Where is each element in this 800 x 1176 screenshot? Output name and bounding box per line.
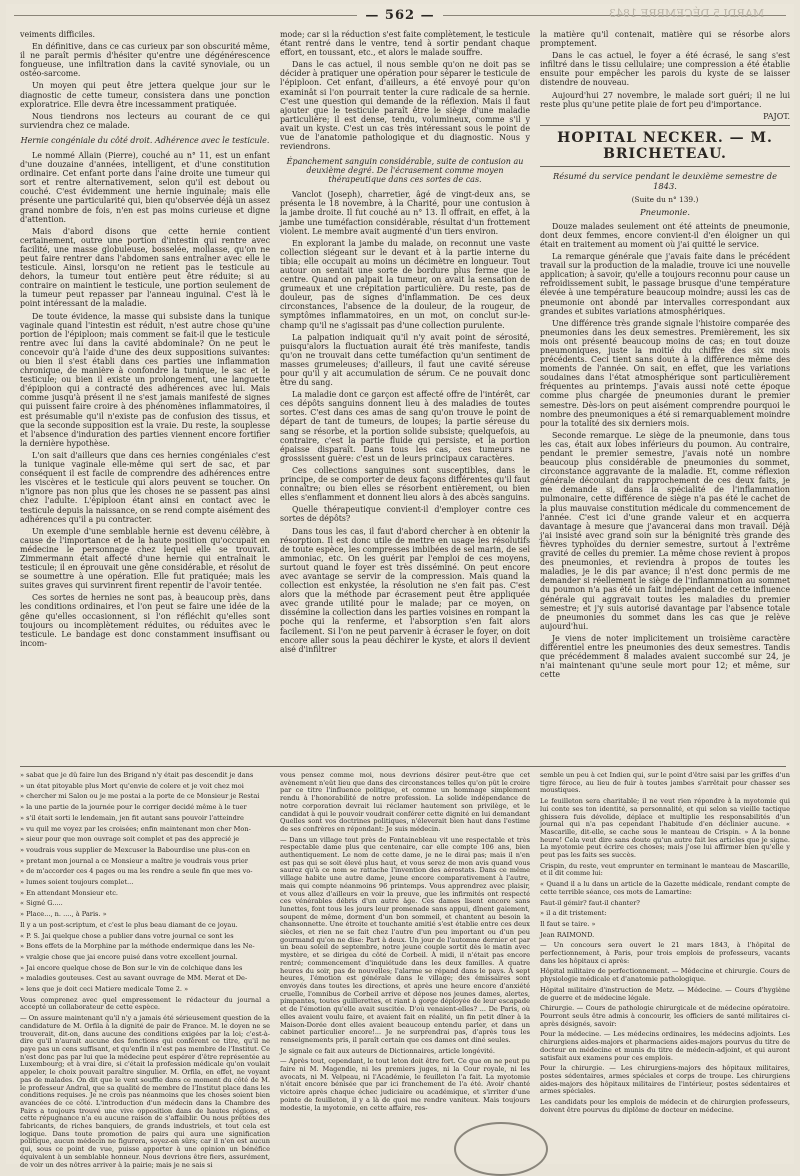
feuilleton-paragraph: » Bons effets de la Morphine par la méthode endermique dans les Ne- (20, 942, 255, 951)
paragraph: L'on sait d'ailleurs que dans ces hernies congéniales c'est la tunique vaginale elle-même qui sert de sac, et par conséquent il est facile de comprendre des adhérences entre les viscères et le testicule qui alors peuvent se toucher. On n'ignore pas non plus que les choses ne se passent pas ainsi chez l'adulte. L'épiploon étant ainsi en contact avec le testicule depuis la naissance, on se rend compte aisément des adhérences qu'il a pu contracter. (20, 450, 270, 524)
paragraph: Ces sortes de hernies ne sont pas, à beaucoup près, dans les conditions ordinaires, et l'on peut se faire une idée de la gêne qu'elles occasionnent, si l'on réfléchit qu'elles sont toujours ou incomplètement réduites, ou réduites avec le testicule. Le bandage est donc constamment insuffisant ou incom- (20, 593, 270, 648)
feuilleton-paragraph: » chercher mi Salon ou je me postai a la porte de ce Monsieur je Restai (20, 792, 260, 801)
paragraph: Vanclot (Joseph), charretier, âgé de vingt-deux ans, se présenta le 18 novembre, à la Charité, pour une contusion à la jambe droite. Il fut couché au n° 13. Il offrait, en effet, à la jambe une tuméfaction considérable, résultat d'un frottement violent. Le membre avait augmenté d'un tiers environ. (280, 190, 530, 236)
paragraph: Nous tiendrons nos lecteurs au courant de ce qui surviendra chez ce malade. (20, 111, 270, 130)
feuilleton-paragraph: » Place..., n. ...., à Paris. » (20, 910, 107, 919)
paragraph: En définitive, dans ce cas curieux par son obscurité même, il ne paraît permis d'hésiter qu'entre une dégénérescence fongueuse, une infiltration dans la cavité synoviale, ou un ostéo-sarcome. (20, 42, 270, 79)
section-subtitle: Résumé du service pendant le deuxième semestre de 1843. (553, 170, 777, 191)
feuilleton-paragraph: Hôpital militaire d'instruction de Metz. — Médecine. — Cours d'hygiène de guerre et de médecine légale. (540, 985, 790, 1002)
article-heading: Épanchement sanguin considérable, suite de contusion au deuxième degré. De l'écrasement comme moyen thérapeutique dans ces sortes de cas. (286, 157, 524, 185)
paragraph: La palpation indiquait qu'il n'y avait point de sérosité, puisqu'alors la fluctuation aurait été très manifeste, tandis qu'on ne trouvait dans cette tuméfaction qu'un sentiment de masses grumeleuses; d'ailleurs, il faut une cavité séreuse pour qu'il y ait accumulation de sérum. Ce ne pouvait donc être du sang. (280, 332, 530, 388)
column-2 (280, 30, 530, 708)
feuilleton-paragraph: » la une partie de la journée pour le corriger decidé même à le tuer (20, 803, 247, 812)
feuilleton-paragraph: Chirurgie. — Cours de pathologie chirurgicale et de médecine opératoire. Pourront seuls être admis à concourir, les officiers de santé militaires ci-après désignés, savoir: (540, 1004, 790, 1028)
feuilleton-paragraph: Hôpital militaire de perfectionnement. — Médecine et chirurgie. Cours de physiologie médicale et d'anatomie pathologique. (540, 967, 790, 984)
feuilleton-paragraph: Pour la médecine. — Les médecins ordinaires, les médecins adjoints. Les chirurgiens aides-majors et pharmaciens aides-majors pourvus du titre de docteur en médecine et munis du titre de médecin-adjoint, et qui auront satisfait aux examens pour ces emplois. (540, 1030, 790, 1062)
paragraph: veiments difficiles. (20, 30, 96, 39)
paragraph: La maladie dont ce garçon est affecté offre de l'intérêt, car ces dépôts sanguins donnent lieu à des maladies de toutes sortes. C'est dans ces amas de sang qu'on trouve le point de départ de tant de tumeurs, de loupes; la partie séreuse du sang se résorbe, et la portion solide subsiste; quelquefois, au contraire, c'est la partie fluide qui persiste, et la portion épaisse disparaît. Dans tous les cas, ces tumeurs ne grossissent guère: c'est un de leurs principaux caractères. (280, 390, 530, 463)
feuilleton-paragraph: Pour la chirurgie. — Les chirurgiens-majors des hôpitaux militaires, postes sédentaires, armes spéciales et corps de troupe. Les chirurgiens aides-majors des hôpitaux militaires de l'intérieur, postes sédentaires et armes spéciales. (540, 1064, 790, 1096)
feuilleton-paragraph: » lens que je doit ceci Matiere medicale Tome 2. » (20, 985, 189, 994)
author-signature: PAJOT. (763, 111, 790, 121)
paragraph: De toute évidence, la masse qui subsiste dans la tunique vaginale quand l'intestin est réduit, n'est autre chose qu'une portion de l'épiploon; mais comment se fait-il que le testicule rentre avec lui dans la cavité abdominale? On ne peut le concevoir qu'à l'aide d'une des deux suppositions suivantes: ou bien il s'est établi dans ces parties une inflammation chronique, de manière à confondre la tunique, le sac et le testicule; ou bien il existe un prolongement, une languette d'épiploon qui a contracté des adhérences avec lui. Mais comme jusqu'à présent il ne s'est jamais manifesté de signes qui puissent faire croire à des phénomènes inflammatoires, il est présumable qu'il n'existe pas de confusion des tissus, et que la seconde supposition est la vraie. Du reste, la souplesse et l'absence d'induration des parties viennent encore fortifier la dernière hypothèse. (20, 311, 270, 448)
feuilleton-paragraph: » sieur pour que mon ouvrage soit complet et pas des apprecié je (20, 835, 240, 844)
feuilleton-paragraph: » s'il était sorti le lendemain, jen fit autant sans pouvoir l'atteindre (20, 813, 244, 822)
feuilleton-paragraph: » il a dit tristement: (540, 909, 607, 918)
header-rule-left (14, 15, 357, 16)
paragraph: Dans le cas actuel, le foyer a été écrasé, le sang s'est infiltré dans le tissu cellulaire; une compression a été établie ensuite pour empêcher les parois du kyste de se laisser distendre de nouveau. (540, 51, 790, 88)
feuilleton-column-3 (540, 772, 790, 1160)
feuilleton-paragraph: — On assure maintenant qu'il n'y a jamais été sérieusement question de la candidature de M. Orfila à la dignité de pair de France. M. le doyen ne se trouverait, dit-on, dans aucune des conditions exigées par la loi; c'est-à-dire qu'il n'aurait aucune des fonctions qui confèrent ce titre, qu'il ne paye pas un cens suffisant, et qu'enfin il n'est pas membre de l'Institut. Ce n'est donc pas par lui que la médecine peut espérer d'être représentée au Luxembourg; et à vrai dire, si c'était la profession médicale qu'on voulait appeler, le choix pouvait paraître singulier. M. Orfila, en effet, ne voyant pas de malades. On dit que le vent souffle dans ce moment du côté de M. le professeur Andral, que sa qualité de membre de l'Institut place dans les conditions requises. Je ne crois pas néanmoins que les choses soient bien avancées de ce côté. L'introduction d'un médecin dans la Chambre des Pairs a toujours trouvé une vive opposition dans de hautes régions, et cette répugnance n'a eu aucune raison de s'affaiblir. Ou nous prêtées des fabricants, de riches banquiers, de grands industriels, et tout cela est logique. Dans toute promotion de pairs qui aura une signification politique, aucun médecin ne figurera, soyez-en sûrs; car il n'en est aucun qui, sous ce point de vue, puisse apporter à une opinion un bénéfice équivalent à un semblable honneur. Nous devrions être fiers, assurément, de voir un des nôtres arriver à la pairie; mais je ne sais si (20, 1014, 270, 1169)
feuilleton-paragraph: » de m'accorder ces 4 pages ou ma les rendre a seule fin que mes vo- (20, 867, 253, 876)
feuilleton-paragraph: « Quand il a lu dans un article de la Gazette médicale, rendant compte de cette terrible séance, ces mots de Lamartine: (540, 880, 790, 896)
feuilleton-paragraph: — Dans un village tout près de Fontainebleau vit une respectable et très respectable dame plus que centenaire, car elle compte 106 ans, bien authentiquement. Le nom de cette dame, je ne le dirai pas; mais il n'en est pas qui se soit élevé plus haut, et vous serez de mon avis quand vous saurez qu'à ce nom se rattache l'invention des aérostats. Dans ce même village habite une autre dame, jeune encore comparativement à l'autre, mais qui compte néanmoins 96 printemps. Vous apprendrez avec plaisir, et vous allez d'ailleurs en voir la preuve, que les infirmités ont respecté ces vénérables débris d'un autre âge. Ces dames lisent encore sans lunettes, font tous les jours leur promenade sans appui, dînent gaiement, soupent de même, dorment d'un bon sommeil, et chantent au besoin la chansonnette. Une étroite et touchante amitié s'est établie entre ces deux siècles, et rien ne se fait chez l'autre d'un peu important ou d'un peu gourmand qu'on ne dise: Part à deux. Un jour de l'automne dernier et par un beau soleil de septembre, notre jeune couple sortit dès le matin avec mystère, et se dirigea du côté de Corbeil. À midi, il n'était pas encore rentré; commencement d'inquiétude dans les deux familles. À quatre heures du soir, pas de nouvelles; l'alarme se répand dans le pays. À sept heures, l'émotion est générale dans le village; des émissaires sont envoyés dans toutes les directions, et après une heure encore d'anxiété cruelle, l'omnibus de Corbeil arrive et dépose nos jeunes dames, alertes, pimpantes, toutes guillerettes, et riant à gorge déployée de leur escapade et de l'émotion qu'elle avait suscitée. D'où venaient-elles? ... De Paris, où elles avaient voulu faire, et avaient fait en réalité, un fin petit dîner à la Maison-Dorée dont elles avaient beaucoup entendu parler, et dans un cabinet particulier encore!... Je ne surprendrai pas, d'après tous les renseignements pris, il paraît certain que ces dames ont diné seules. (280, 835, 530, 1044)
upper-columns (20, 30, 790, 708)
feuilleton-paragraph: Il faut se taire. » (540, 919, 596, 928)
paragraph: Aujourd'hui 27 novembre, le malade sort guéri; il ne lui reste plus qu'une petite plaie de fort peu d'importance. (540, 90, 790, 109)
bleed-through-text: MARDI 5 DÉCEMBRE 1843 (608, 7, 764, 20)
paragraph: Ces collections sanguines sont susceptibles, dans le principe, de se comporter de deux façons différentes qu'il faut connaître; ou bien elles se résorbent entièrement, ou bien elles s'enflamment et donnent lieu alors à des abcès sanguins. (280, 465, 530, 503)
feuilleton-paragraph: Il y a un post-scriptum, et c'est le plus beau diamant de ce joyau. (20, 920, 238, 929)
feuilleton-paragraph: » un état pitoyable plus Mort qu'envie de colere et je voit chez moi (20, 781, 244, 790)
feuilleton-paragraph: « P. S. Jai quelque chose a publier dans votre journal ce sont les (20, 931, 234, 940)
paragraph: mode; car si la réduction s'est faite complètement, le testicule étant rentré dans le ventre, tend à sortir pendant chaque effort, en toussant, etc., et alors le malade souffre. (280, 30, 530, 58)
library-stamp (454, 1122, 548, 1176)
feuilleton-paragraph: — Après tout, cependant, le tout leton doit être fort. Ce que on ne peut pu faire ni M. Magendie, ni les premiers juges, ni la Cour royale, ni les avocats, ni M. Velpeau, ni l'Académie, le feuilleton l'a fait. La myotomie n'était encore bénisée que par ici franchement de l'a été. Avoir chanté victoire après chaque échec judiciaire ou académique, et s'irriter d'une pointe de feuilleton, il y a là de quoi me rendre vaniteux. Mais toujours modestie, la myotomie, en cette affaire, res- (280, 1057, 530, 1112)
feuilleton-paragraph: » maladies gouteuses. Cest au savant ouvrage de MM. Merat et De- (20, 974, 248, 983)
feuilleton-paragraph: vous pensez comme moi, nous devrions désirer peut-être que cet avènement n'eût lieu que dans des circonstances telles qu'on pût le croire par ce titre l'influence politique, et comme un hommage simplement rendu à l'honorabilité de notre profession. La solide indépendance de notre corporation devrait lui réclamer hautement son privilège, et le candidat à qui le pouvoir voudrait conférer cette dignité en lui demandant Quelles sont vos doctrines politiques, n'éleverait bien haut dans l'estime de ses confrères en répondant: Je suis médecin. (280, 771, 530, 833)
feuilleton-paragraph: Les candidats pour les emplois de médecin et de chirurgien professeurs, doivent être pourvus du diplôme de docteur en médecine. (540, 1098, 790, 1114)
page-number: — 562 — (365, 7, 435, 23)
paragraph: En explorant la jambe du malade, on reconnut une vaste collection siégeant sur le devant et à la partie interne du tibia; elle occupait au moins un décimètre en longueur. Tout autour on sentait une sorte de bordure plus ferme que le centre. Quand on palpait la tumeur, on avait la sensation de grumeaux et une crépitation particulière. Du reste, pas de douleur, pas de signes d'inflammation. De ces deux circonstances, l'absence de la douleur, de la rougeur, de symptômes inflammatoires, en un mot, on conclut sur-le-champ qu'il ne s'agissait pas d'une collection purulente. (280, 238, 530, 330)
paragraph: Seconde remarque. Le siège de la pneumonie, dans tous les cas, était aux lobes inférieurs du poumon. Au contraire, pendant le premier semestre, j'avais noté un nombre beaucoup plus considérable de pneumonies du sommet, circonstance aggravante de la maladie. Et, comme réflexion générale découlant du rapprochement de ces deux faits, je me demande si, dans la spécialité de l'inflammation pulmonaire, cette différence de siège n'a pas été le cachet de la plus mauvaise constitution médicale du commencement de l'année. C'est ici d'une grande valeur et en acquerra davantage à mesure que j'avancerai dans mon travail. Déjà j'ai insisté avec grand soin sur la bénignité très grande des fièvres typhoïdes du dernier semestre, surtout à l'extrême gravité de celles du premier. La même chose revient à propos des pneumonies, et reviendra à propos de toutes les maladies, je le dis par avance; il n'est donc permis de me demander si réellement le siège de l'inflammation au sommet du poumon n'a pas été un fait indépendant de cette influence générale qui aggravait toutes les maladies du premier semestre; et j'y suis autorisé davantage par l'absence totale de pneumonies du sommet dans les cas que je relève aujourd'hui. (540, 430, 790, 631)
subsection-heading: Pneumonie. (639, 206, 691, 217)
feuilleton-paragraph: Vous comprenez avec quel empressement le rédacteur du journal a accepté un collaborateur de cette espèce. (20, 995, 270, 1012)
feuilleton-column-2 (280, 772, 530, 1160)
feuilleton-paragraph: » lumes soient toujours complet... (20, 878, 134, 887)
newspaper-page (6, 4, 794, 1169)
feuilleton-paragraph: » vralgie chose que jai encore puisé dans votre excellent journal. (20, 952, 238, 961)
section-title: HOPITAL NECKER. — M. BRICHETEAU. (557, 129, 773, 162)
feuilleton-paragraph: Faut-il gémir? faut-il chanter? (540, 898, 640, 907)
paragraph: Mais d'abord disons que cette hernie contient certainement, outre une portion d'intestin qui rentre avec facilité, une masse globuleuse, bosselée, mollasse, qu'on ne peut faire rentrer dans l'abdomen sans entraîner avec elle le testicule. Ainsi, lorsqu'on ne retient pas le testicule au dehors, la tumeur tout entière peut être réduite; si au contraire on maintient le testicule, une portion seulement de la tumeur peut repasser par l'anneau inguinal. C'est là le point intéressant de la maladie. (20, 226, 270, 309)
feuilleton-paragraph: » pretant mon journal a ce Monsieur a maître je voudrais vous prier (20, 856, 248, 865)
page-header (6, 4, 794, 26)
column-1 (20, 30, 270, 708)
feuilleton-columns (20, 771, 790, 1169)
feuilleton-paragraph: » En attendant Monsieur etc. (20, 888, 119, 897)
paragraph: Douze malades seulement ont été atteints de pneumonie, dont deux femmes, encore convient-il d'en éloigner un qui était en traitement au moment où j'ai quitté le service. (540, 221, 790, 249)
paragraph: Un exemple d'une semblable hernie est devenu célèbre, à cause de l'importance et de la haute position qu'occupait en médecine le personnage chez lequel elle se trouvait. Zimmermann était affecté d'une hernie qui entraînait le testicule; il en éprouvait une gêne considérable, et résolut de se soumettre à une opération. Elle fut pratiquée; mais les suites graves qui survinrent firent repentir de l'avoir tentée. (20, 526, 270, 591)
article-heading: Hernie congéniale du côté droit. Adhérence avec le testicule. (20, 135, 270, 145)
feuilleton-paragraph: Crispin, du reste, veut emprunter en terminant le manteau de Mascarille, et il dit comme lui: (540, 861, 790, 878)
section-rule (540, 125, 790, 126)
feuilleton-paragraph: Le feuilleton sera charitable; il ne veut rien répondre à la myotomie qui lui conte ses ton identité, sa personnalité, et qui selon sa vieille tactique ghissera fuis dévolide, déplace et multiplie les responsabilités d'un journal qui n'a pas cependant l'habitude d'en déclinier aucune. « Mascarille, dit-elle, se cache sous le manteau de Crispin. » À la bonne heure! Cela veut dire sans doute qu'un autre fait les articles que je signe. La myotomie peut écrire ces choses; mais j'ose lui affirmer bien qu'elle y peut pas les faits ses succès. (540, 797, 790, 860)
feuilleton-paragraph: » voudrais vous supplier de Mexcuser la Babourdise une plus-con en (20, 845, 250, 854)
feuilleton-paragraph: » Jai encore quelque chose de Bon sur le vin de colchique dans les (20, 963, 243, 972)
paragraph: la matière qu'il contenait, matière qui se résorbe alors promptement. (540, 30, 790, 49)
paragraph: Une différence très grande signale l'histoire comparée des pneumonies dans les deux semestres. Premièrement, les six mois ont présenté beaucoup moins de cas; en tout douze pneumoniques, juste la moitié du chiffre des six mois précédents. Ceci tient sans doute à la différence même des moments de l'année. On sait, en effet, que les variations soudaines dans l'état atmosphérique sont particulièrement fréquentes au printemps. J'avais aussi noté cette époque comme plus chargée de pneumonies durant le premier semestre. Dès-lors on peut aisément comprendre pourquoi le nombre des pneumoniques a été si remarquablement moindre pour la totalité des six derniers mois. (540, 318, 790, 428)
paragraph: Je viens de noter implicitement un troisième caractère différentiel entre les pneumonies des deux semestres. Tandis que précédemment 8 malades avaient succombé sur 24, je n'ai maintenant qu'une seule mort pour 12; et même, sur cette (540, 633, 790, 680)
paragraph: Dans tous les cas, il faut d'abord chercher à en obtenir la résorption. Il est donc utile de mettre en usage les résolutifs de toute espèce, les compresses imbibées de sel marin, de sel ammoniac, etc. On les guérit par l'emploi de ces moyens, surtout quand le foyer est très disséminé. On peut encore avec avantage se servir de la compression. Mais quand la collection est enkystée, la résolution ne s'en fait pas. C'est alors que la méthode par écrasement peut être appliquée avec grande utilité pour le malade; par ce moyen, on dissémine la collection dans les parties voisines en rompant la poche qui la renferme, et l'absorption s'en fait alors facilement. Si l'on ne peut parvenir à écraser le foyer, on doit encore aller sous la peau déchirer le kyste, et alors il devient aisé d'infiltrer (280, 526, 530, 654)
feuilleton-divider (20, 766, 786, 767)
feuilleton-column-1 (20, 771, 270, 1169)
feuilleton-paragraph: » vu quil me voyez par les croisées; enfin maintenant mon cher Mon- (20, 824, 251, 833)
feuilleton-paragraph: « Signé G..... (20, 899, 63, 908)
paragraph: Dans le cas actuel, il nous semble qu'on ne doit pas se décider à pratiquer une opération pour séparer le testicule de l'épiploon. Cet enfant, d'ailleurs, a été envoyé pour qu'on examinât si l'on pourrait tenter la cure radicale de sa hernie. C'est une question qui demande de la réflexion. Mais il faut ajouter que le testicule paraît être le siège d'une maladie particulière; il est dense, tendu, volumineux, comme s'il y avait un kyste. C'est un cas très intéressant sous le point de vue de l'anatomie pathologique et du diagnostic. Nous y reviendrons. (280, 60, 530, 152)
continuation-note: (Suite du n° 139.) (631, 194, 699, 204)
paragraph: Quelle thérapeutique convient-il d'employer contre ces sortes de dépôts? (280, 505, 530, 524)
feuilleton-paragraph: Jean RAIMOND. (540, 930, 595, 939)
paragraph: La remarque générale que j'avais faite dans le précédent travail sur la production de la maladie, trouve ici une nouvelle application; à savoir, qu'elle a toujours reconnu pour cause un refroidissement subit, le passage brusque d'une température élevée à une température beaucoup moindre; aussi les cas de pneumonie ont abondé par intervalles correspondant aux grandes et subites variations atmosphériques. (540, 252, 790, 316)
section-rule (540, 166, 790, 167)
paragraph: Le nommé Allain (Pierre), couché au n° 11, est un enfant d'une douzaine d'années, intelligent, et d'une constitution ordinaire. Cet enfant porte dans l'aine droite une tumeur qui sort et rentre alternativement, selon qu'il est debout ou couché. C'est évidemment une hernie inguinale; mais elle présente une particularité qui, bien qu'observée déjà un assez grand nombre de fois, n'en est pas moins curieuse et digne d'attention. (20, 150, 270, 224)
column-3 (540, 30, 790, 708)
feuilleton-paragraph: — Un concours sera ouvert le 21 mars 1843, à l'hôpital de perfectionnement, à Paris, pour trois emplois de professeurs, vacants dans les hôpitaux ci après: (540, 941, 790, 965)
feuilleton-paragraph: Je signale ce fait aux auteurs de Dictionnaires, article longévité. (280, 1046, 495, 1055)
feuilleton-paragraph: » sabat que je dû faire lun des Brigand n'y était pas descendit je dans (20, 771, 254, 779)
paragraph: Un moyen qui peut être jettera quelque jour sur le diagnostic de cette tumeur, consistera dans une ponction exploratrice. Elle devra être incessamment pratiquée. (20, 81, 270, 109)
feuilleton-paragraph: semble un peu à cet Indien qui, sur le point d'être saisi par les griffes d'un tigre féroce, au lieu de fuir à toutes jambes s'arrêtait pour chasser ses moustiques. (540, 771, 790, 795)
